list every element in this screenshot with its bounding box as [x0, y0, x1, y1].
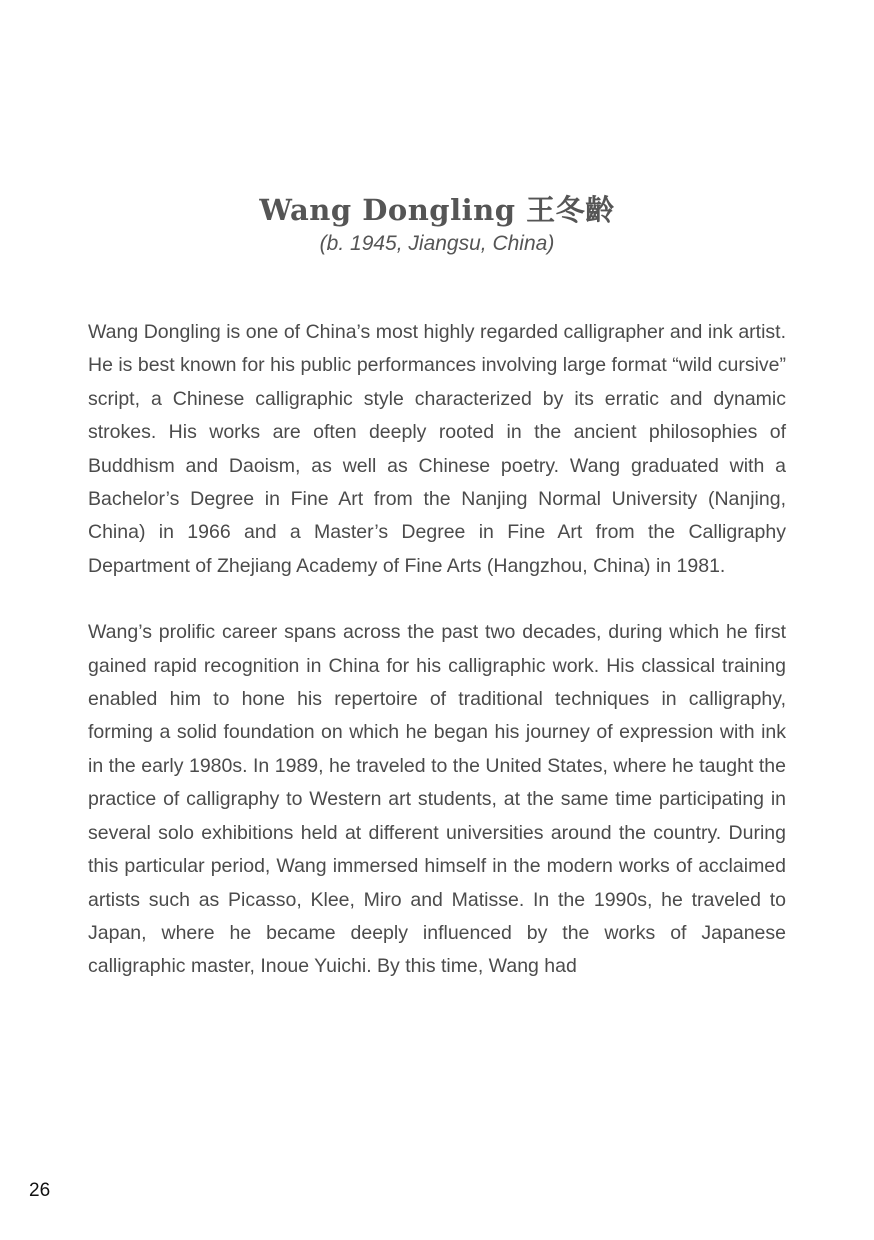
- artist-heading: [0, 190, 874, 258]
- biography-paragraph-2: Wang’s prolific career spans across the past two decades, during which he first gained rapid recognition in China for his calligraphic work. His classical training enabled him to hone his repertoire of traditional techniques in calligraphy, forming a solid foundation on which he began his journey of expression with ink in the early 1980s. In 1989, he traveled to the United States, where he taught the practice of calligraphy to Western art students, at the same time participating in several solo exhibitions held at different universities around the country. During this particular period, Wang immersed himself in the modern works of acclaimed artists such as Picasso, Klee, Miro and Matisse. In the 1990s, he traveled to Japan, where he became deeply influenced by the works of Japanese calligraphic master, Inoue Yuichi. By this time, Wang had: [88, 621, 786, 978]
- artist-birth-subtitle: (b. 1945, Jiangsu, China): [319, 232, 555, 255]
- biography-paragraph-1: Wang Dongling is one of China’s most highly regarded calligrapher and ink artist. He is best known for his public performances involving large format “wild cursive” script, a Chinese calligraphic style characterized by its erratic and dynamic strokes. His works are often deeply rooted in the ancient philosophies of Buddhism and Daoism, as well as Chinese poetry. Wang graduated with a Bachelor’s Degree in Fine Art from the Nanjing Normal University (Nanjing, China) in 1966 and a Master’s Degree in Fine Art from the Calligraphy Department of Zhejiang Academy of Fine Arts (Hangzhou, China) in 1981.: [88, 321, 786, 577]
- page-number: 26: [29, 1180, 51, 1201]
- biography-text: [88, 316, 786, 1017]
- artist-name-title: Wang Dongling 王冬齡: [259, 193, 615, 227]
